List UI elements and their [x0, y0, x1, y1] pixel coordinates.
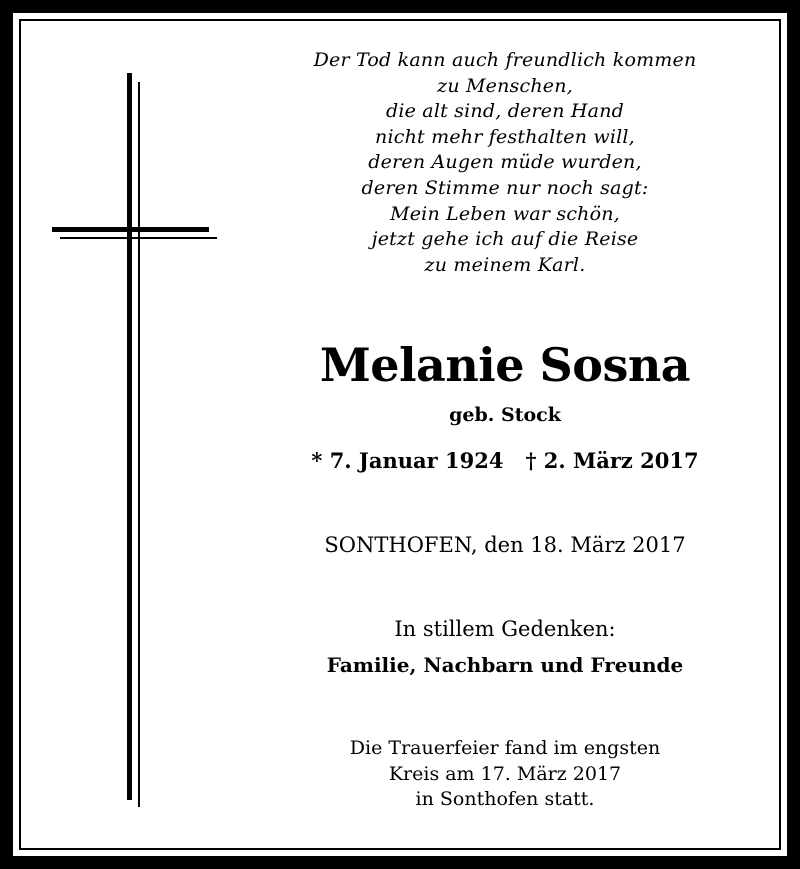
poem	[290, 48, 720, 278]
poem-line: deren Stimme nur noch sagt:	[361, 176, 649, 199]
poem-line: Der Tod kann auch freundlich kommen	[313, 49, 697, 71]
poem-line: nicht mehr festhalten will,	[375, 125, 635, 148]
poem-line: zu meinem Karl.	[424, 253, 586, 276]
cross-beam-shadow	[60, 237, 217, 239]
poem-line: jetzt gehe ich auf die Reise	[371, 228, 639, 251]
deceased-name: Melanie Sosna	[319, 338, 691, 392]
birth-date: * 7. Januar 1924	[311, 448, 504, 473]
mourners: Familie, Nachbarn und Freunde	[326, 653, 684, 677]
cross-post	[127, 73, 132, 800]
ceremony-note	[290, 736, 720, 813]
death-date: † 2. März 2017	[525, 448, 699, 473]
memory-intro: In stillem Gedenken:	[394, 617, 616, 641]
ceremony-line: Die Trauerfeier fand im engsten	[349, 737, 661, 759]
cross-beam	[52, 227, 209, 232]
poem-line: Mein Leben war schön,	[390, 202, 620, 225]
poem-line: deren Augen müde wurden,	[368, 151, 642, 174]
ceremony-line: Kreis am 17. März 2017	[388, 762, 622, 785]
poem-line: die alt sind, deren Hand	[385, 100, 624, 123]
birth-name: geb. Stock	[449, 404, 561, 426]
poem-line: zu Menschen,	[437, 74, 573, 97]
life-dates	[290, 446, 720, 476]
ceremony-line: in Sonthofen statt.	[415, 788, 595, 810]
place-date: SONTHOFEN, den 18. März 2017	[324, 533, 686, 557]
cross-post-shadow	[138, 82, 140, 807]
